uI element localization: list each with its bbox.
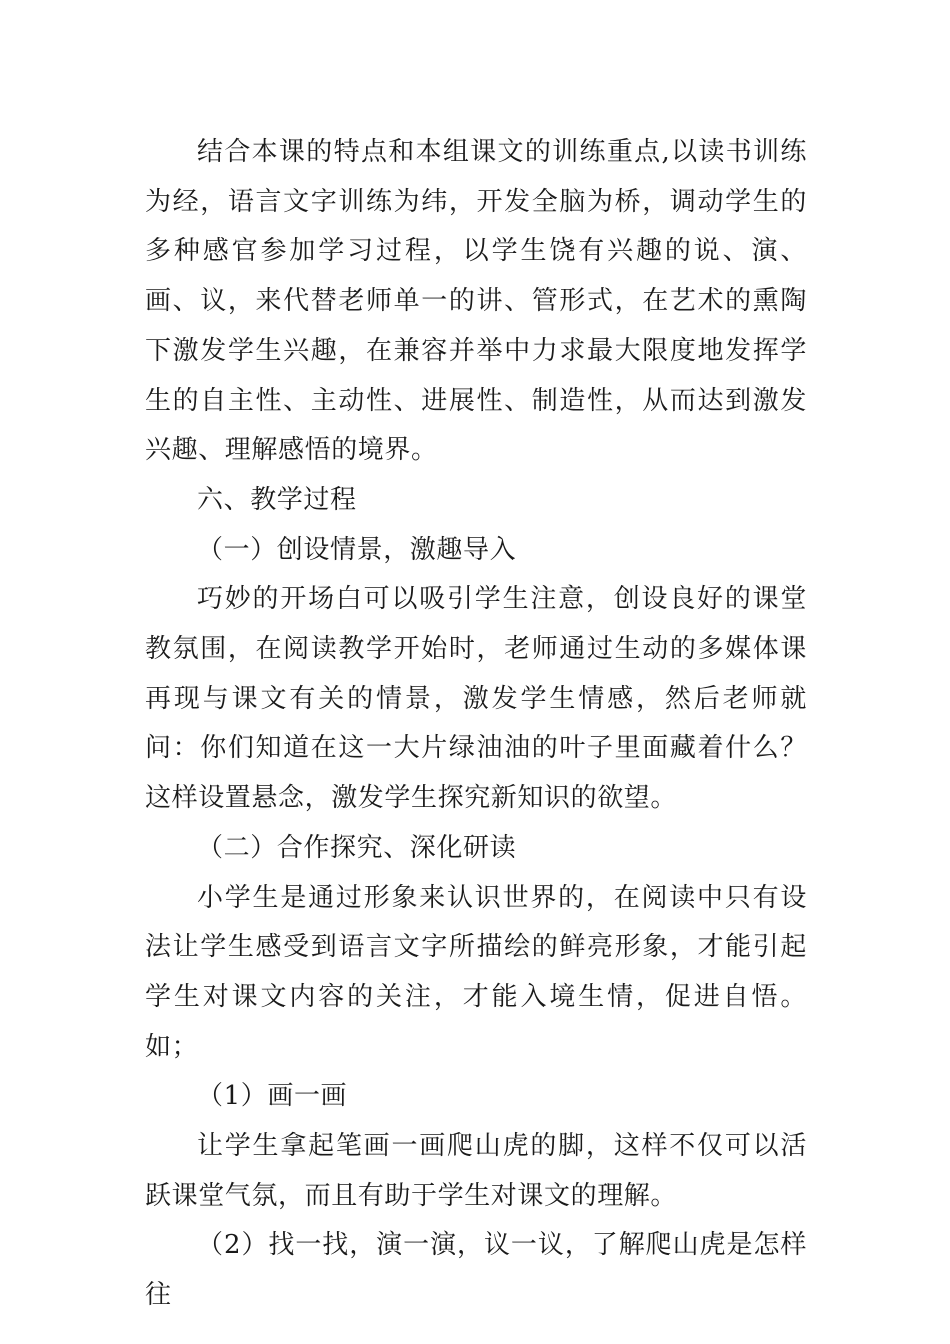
- subheading-draw: （1）画一画: [197, 1081, 348, 1112]
- paragraph-draw-activity: 让学生拿起笔画一画爬山虎的脚，这样不仅可以活跃课堂气氛，而且有助于学生对课文的理解。: [145, 1131, 807, 1211]
- section-heading-teaching-process: 六、教学过程: [197, 484, 357, 515]
- paragraph-opening-remarks: 巧妙的开场白可以吸引学生注意，创设良好的课堂教氛围，在阅读教学开始时，老师通过生动的多媒体课再现与课文有关的情景，激发学生情感，然后老师就问：你们知道在这一大片绿油油的叶子里面藏着什么？这样设置悬念，激发学生探究新知识的欲望。: [145, 584, 807, 814]
- subheading-cooperative-inquiry: （二）合作探究、深化研读: [197, 832, 517, 863]
- paragraph-teaching-approach: 结合本课的特点和本组课文的训练重点,以读书训练为经，语言文字训练为纬，开发全脑为桥，调动学生的多种感官参加学习过程，以学生饶有兴趣的说、演、画、议，来代替老师单一的讲、管形式，在艺术的熏陶下激发学生兴趣，在兼容并举中力求最大限度地发挥学生的自主性、主动性、进展性、制造性，从而达到激发兴趣、理解感悟的境界。: [145, 137, 807, 466]
- subheading-create-scene: （一）创设情景，激趣导入: [197, 534, 517, 565]
- subheading-find-act-discuss: （2）找一找，演一演，议一议，了解爬山虎是怎样往: [145, 1230, 807, 1311]
- document-body: [145, 128, 807, 1321]
- paragraph-visual-learning: 小学生是通过形象来认识世界的，在阅读中只有设法让学生感受到语言文字所描绘的鲜亮形象，才能引起学生对课文内容的关注，才能入境生情，促进自悟。如；: [145, 882, 807, 1062]
